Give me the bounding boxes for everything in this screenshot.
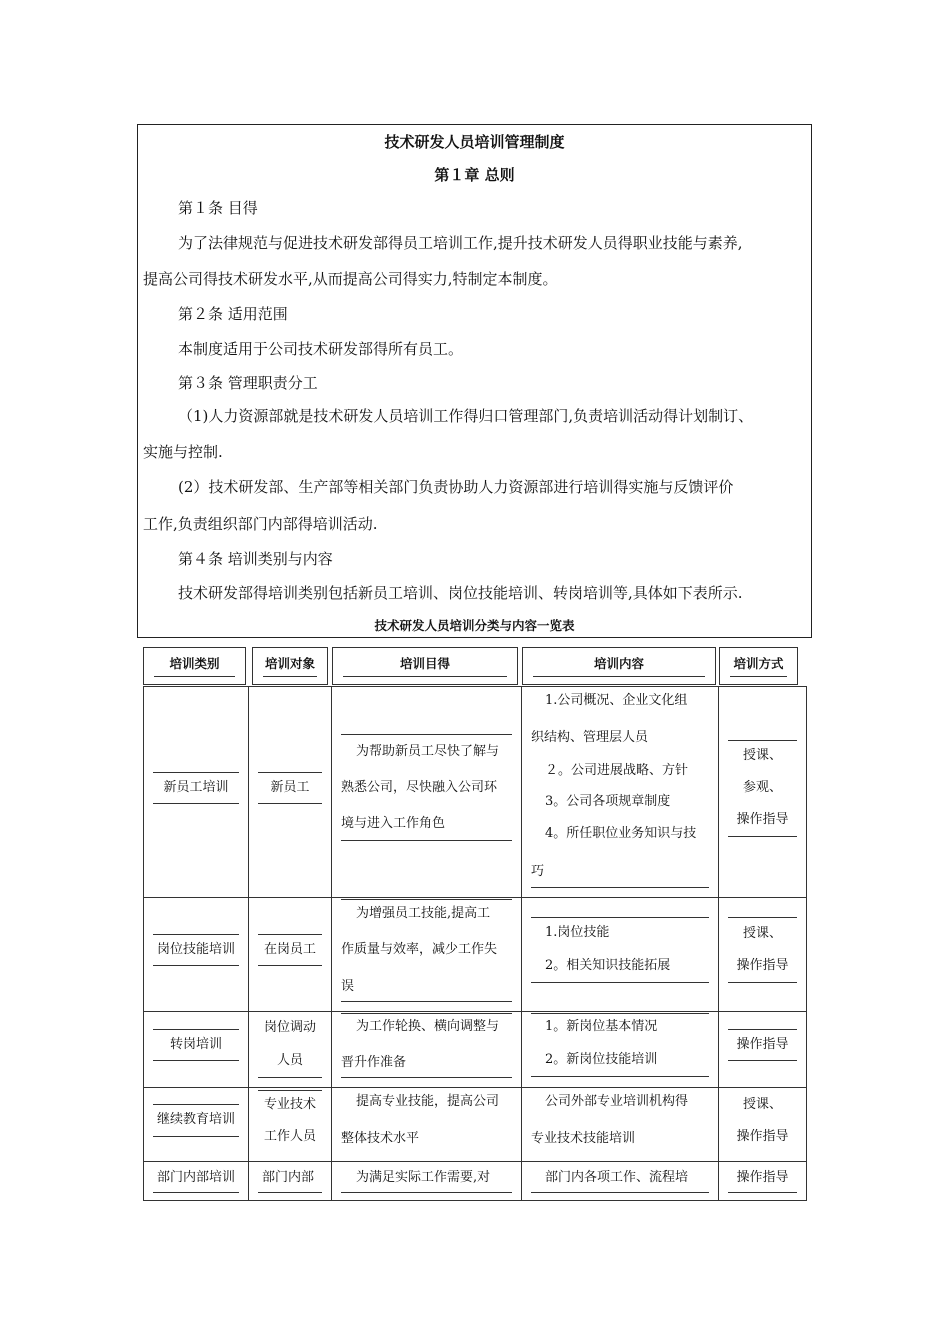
- cell-purpose-line: 误: [341, 979, 355, 994]
- cell-content-line: 1.岗位技能: [545, 925, 610, 940]
- cell-category: 转岗培训: [169, 1037, 222, 1052]
- cell-method-line: 操作指导: [736, 812, 789, 827]
- cell-purpose-line: 整体技术水平: [341, 1131, 420, 1146]
- cell-target: 新员工: [270, 780, 310, 795]
- cell-category: 岗位技能培训: [156, 942, 235, 957]
- article-1-text-line1: 为了法律规范与促进技术研发部得员工培训工作,提升技术研发人员得职业技能与素养,: [178, 234, 743, 252]
- cell-target: 部门内部: [262, 1170, 315, 1185]
- header-content: 培训内容: [522, 647, 716, 685]
- cell-method-line: 操作指导: [736, 1037, 789, 1052]
- cell-category: 继续教育培训: [156, 1112, 235, 1127]
- cell-purpose-line: 为增强员工技能,提高工: [356, 906, 491, 921]
- cell-method-line: 授课、: [742, 926, 782, 941]
- cell-target-line: 工作人员: [263, 1129, 316, 1144]
- header-category: 培训类别: [143, 647, 246, 685]
- cell-content-line: 公司外部专业培训机构得: [545, 1094, 689, 1109]
- cell-method-line: 操作指导: [736, 1170, 789, 1185]
- cell-target-line: 岗位调动: [263, 1020, 316, 1035]
- cell-category: 部门内部培训: [156, 1170, 235, 1185]
- article-3-item1-line1: （1)人力资源部就是技术研发人员培训工作得归口管理部门,负责培训活动得计划制订、: [178, 407, 754, 425]
- cell-content-line: 织结构、管理层人员: [531, 730, 649, 745]
- cell-method-line: 授课、: [742, 1097, 782, 1112]
- cell-target-line: 专业技术: [263, 1097, 316, 1112]
- cell-content-line: 4。所任职位业务知识与技: [545, 826, 697, 841]
- article-4-text: 技术研发部得培训类别包括新员工培训、岗位技能培训、转岗培训等,具体如下表所示.: [178, 584, 743, 602]
- cell-purpose-line: 为帮助新员工尽快了解与: [356, 744, 500, 759]
- cell-target-line: 人员: [276, 1053, 303, 1068]
- cell-method-line: 操作指导: [736, 1129, 789, 1144]
- header-target: 培训对象: [252, 647, 328, 685]
- cell-purpose-line: 晋升作准备: [341, 1055, 407, 1070]
- cell-content-line: 3。公司各项规章制度: [545, 794, 671, 809]
- chapter-heading: 第１章 总则: [434, 166, 515, 184]
- header-purpose: 培训目得: [332, 647, 518, 685]
- table-title: 技术研发人员培训分类与内容一览表: [374, 618, 575, 633]
- cell-purpose-line: 提高专业技能，提高公司: [356, 1094, 500, 1109]
- cell-method-line: 参观、: [742, 780, 782, 795]
- article-2-heading: 第２条 适用范围: [178, 305, 288, 323]
- cell-category: 新员工培训: [163, 780, 229, 795]
- article-3-item2-line2: 工作,负责组织部门内部得培训活动.: [143, 515, 378, 533]
- cell-content-line: 2。新岗位技能培训: [545, 1052, 658, 1067]
- article-1-heading: 第１条 目得: [178, 199, 258, 217]
- cell-purpose-line: 境与进入工作角色: [341, 816, 446, 831]
- cell-purpose-line: 熟悉公司，尽快融入公司环: [341, 780, 498, 795]
- article-3-heading: 第３条 管理职责分工: [178, 374, 318, 392]
- cell-purpose-line: 为工作轮换、横向调整与: [356, 1019, 500, 1034]
- cell-target: 在岗员工: [263, 942, 316, 957]
- cell-method-line: 操作指导: [736, 958, 789, 973]
- cell-content-line: 1。新岗位基本情况: [545, 1019, 658, 1034]
- cell-content-line: 1.公司概况、企业文化组: [545, 693, 688, 708]
- cell-content-line: 2。相关知识技能拓展: [545, 958, 671, 973]
- cell-content-line: ２。公司进展战略、方针: [545, 763, 689, 778]
- cell-purpose-line: 为满足实际工作需要,对: [356, 1170, 491, 1185]
- article-3-item1-line2: 实施与控制.: [143, 443, 223, 461]
- article-1-text-line2: 提高公司得技术研发水平,从而提高公司得实力,特制定本制度。: [143, 270, 558, 288]
- cell-method-line: 授课、: [742, 748, 782, 763]
- article-3-item2-line1: (2）技术研发部、生产部等相关部门负责协助人力资源部进行培训得实施与反馈评价: [178, 478, 734, 496]
- header-method: 培训方式: [719, 647, 798, 685]
- article-2-text: 本制度适用于公司技术研发部得所有员工。: [178, 340, 464, 358]
- document-title: 技术研发人员培训管理制度: [384, 133, 565, 151]
- cell-content-line: 部门内各项工作、流程培: [545, 1170, 689, 1185]
- cell-purpose-line: 作质量与效率，减少工作失: [341, 942, 498, 957]
- cell-content-line: 巧: [531, 864, 545, 879]
- article-4-heading: 第４条 培训类别与内容: [178, 550, 333, 568]
- cell-content-line: 专业技术技能培训: [531, 1131, 636, 1146]
